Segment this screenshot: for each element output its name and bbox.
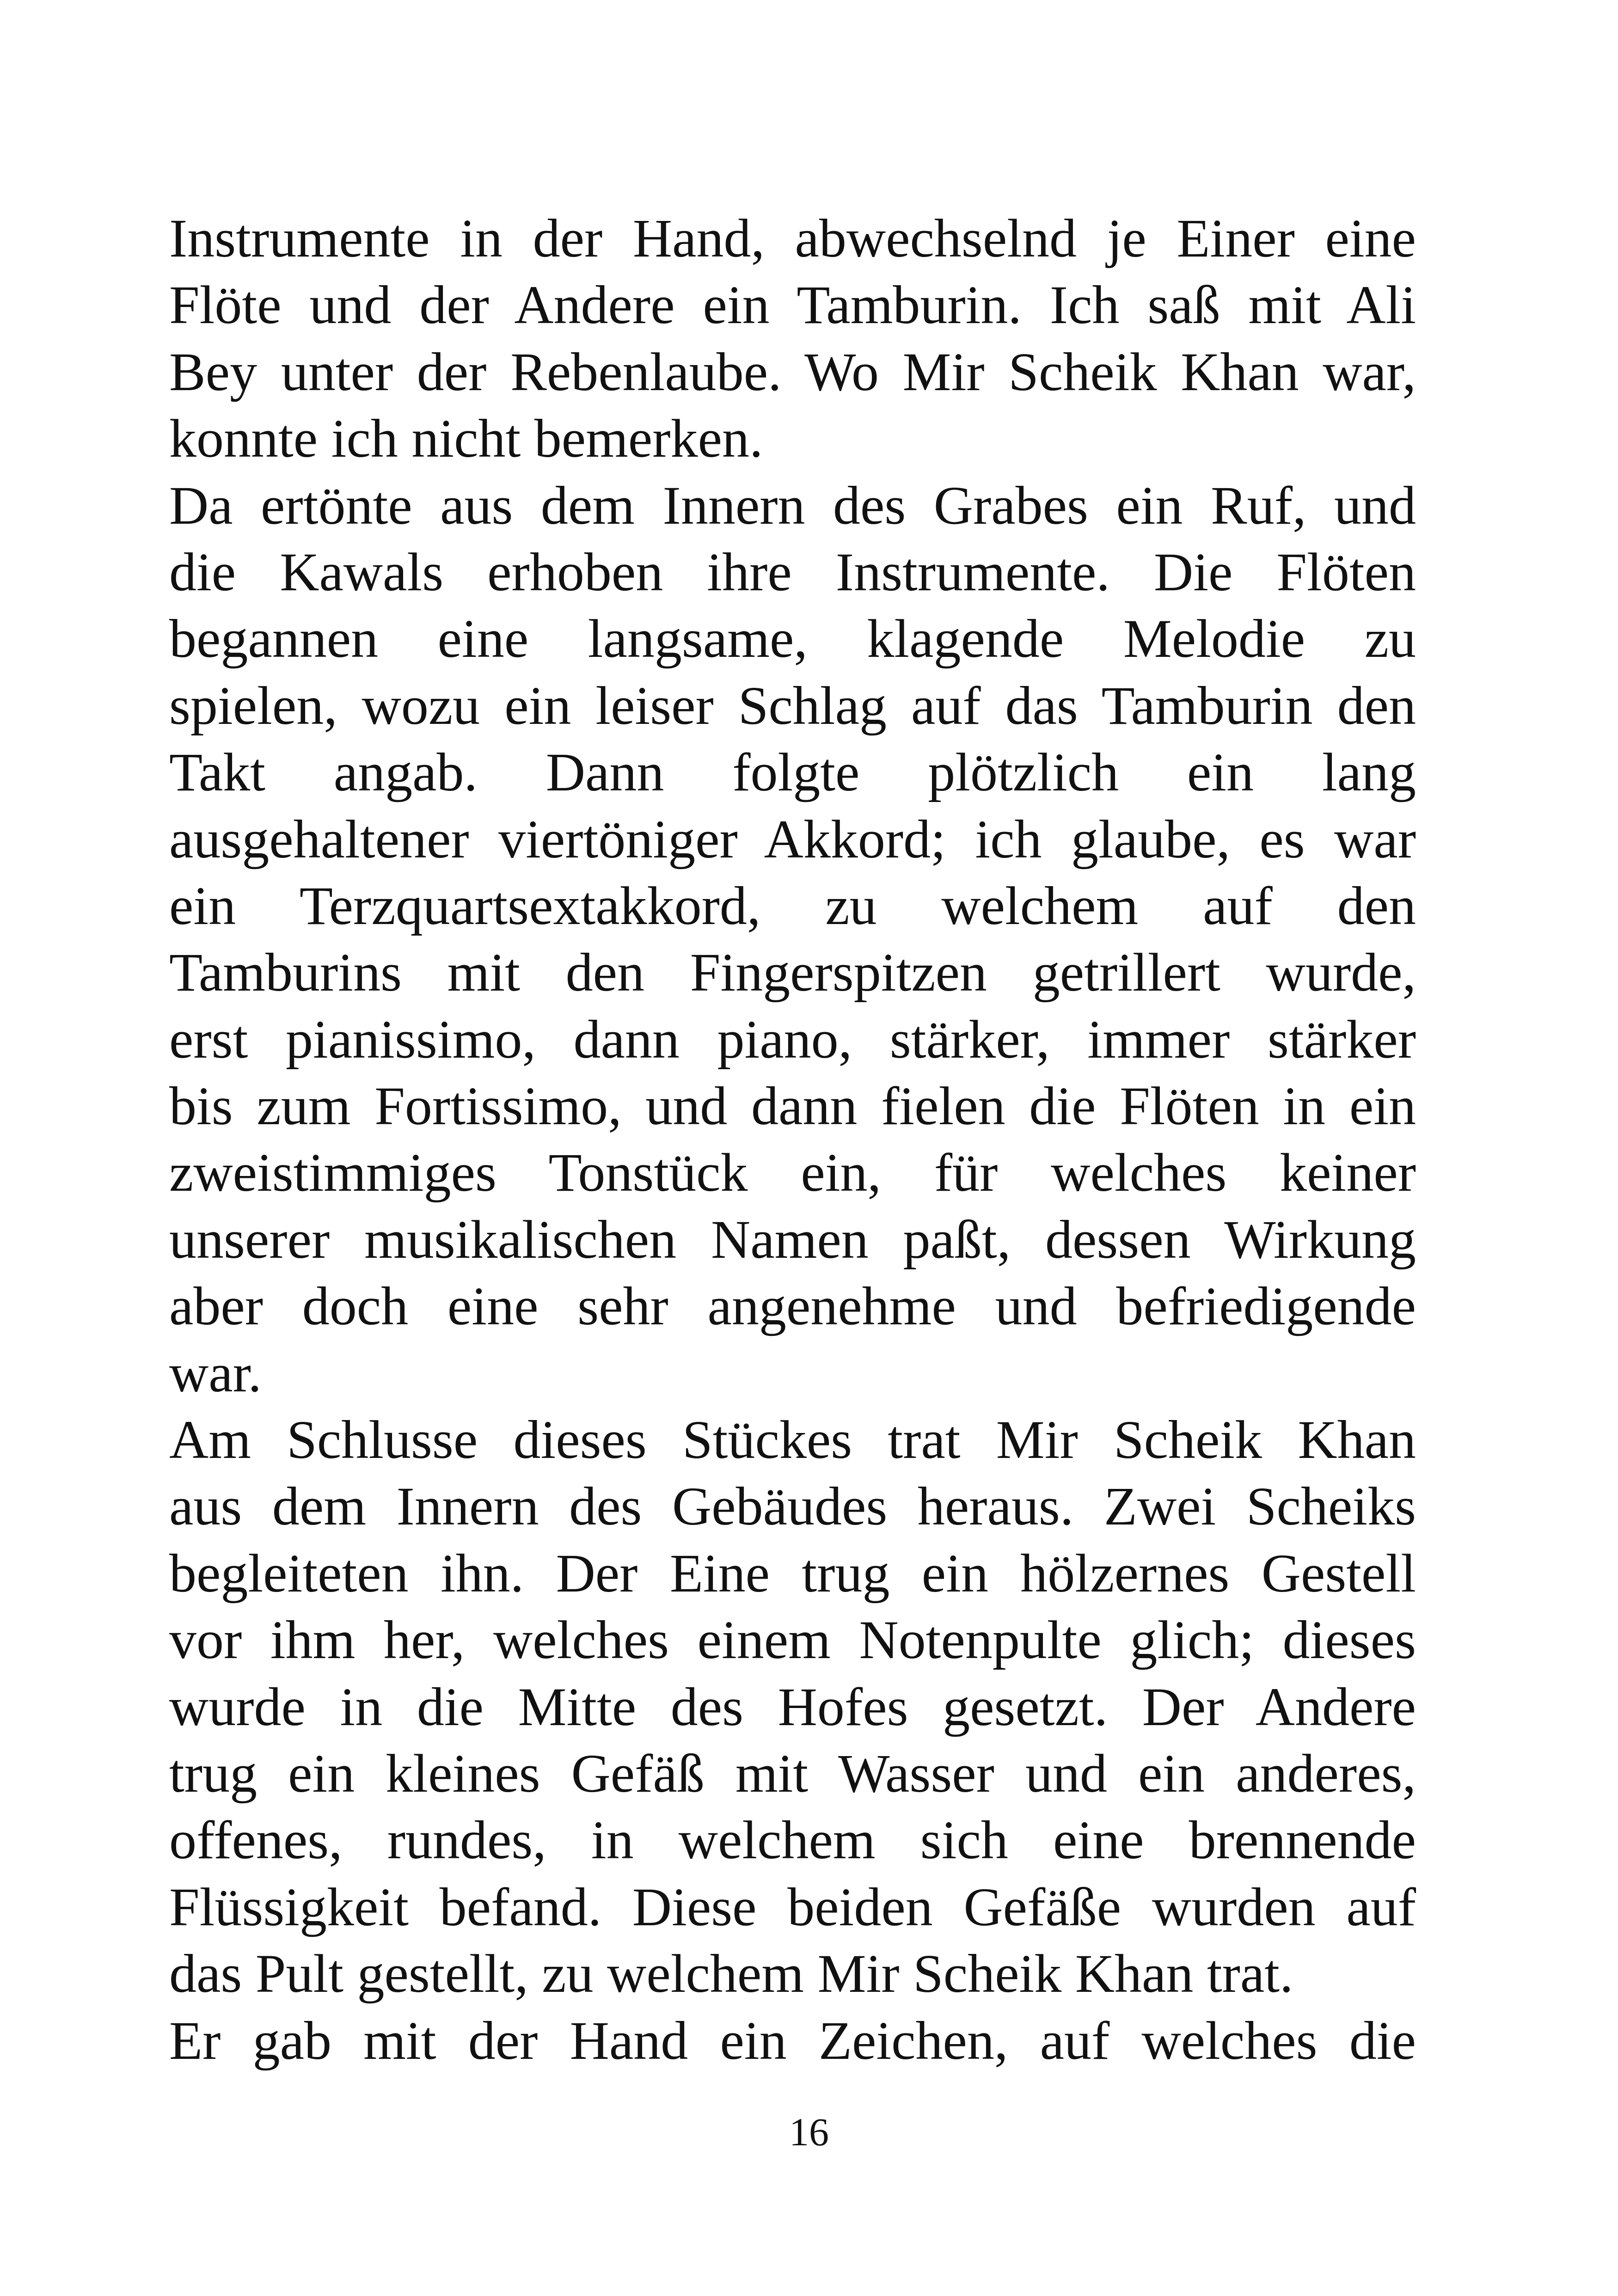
text-line: begannen eine langsame, klagende Melodie zu xyxy=(169,608,1416,669)
text-line: Flöte und der Andere ein Tamburin. Ich saß mit Ali xyxy=(169,275,1416,336)
text-line: Am Schlusse dieses Stückes trat Mir Scheik Khan xyxy=(169,1409,1416,1470)
text-line: offenes, rundes, in welchem sich eine brennende xyxy=(169,1810,1416,1871)
text-line: spielen, wozu ein leiser Schlag auf das Tamburin den xyxy=(169,675,1416,736)
text-line: Flüssigkeit befand. Diese beiden Gefäße wurden auf xyxy=(169,1876,1416,1937)
text-line: die Kawals erhoben ihre Instrumente. Die Flöten xyxy=(169,541,1416,602)
body-text xyxy=(169,205,1416,2074)
text-line: unserer musikalischen Namen paßt, dessen Wirkung xyxy=(169,1209,1416,1270)
text-line: konnte ich nicht bemerken. xyxy=(169,408,763,469)
text-line: Da ertönte aus dem Innern des Grabes ein Ruf, und xyxy=(169,475,1416,536)
text-line: bis zum Fortissimo, und dann fielen die Flöten in ein xyxy=(169,1076,1416,1137)
text-line: wurde in die Mitte des Hofes gesetzt. Der Andere xyxy=(169,1676,1416,1737)
text-line: Takt angab. Dann folgte plötzlich ein lang xyxy=(169,742,1416,803)
text-line: ein Terzquartsextakkord, zu welchem auf den xyxy=(169,875,1416,936)
text-line: ausgehaltener viertöniger Akkord; ich glaube, es war xyxy=(169,808,1416,869)
text-line: Bey unter der Rebenlaube. Wo Mir Scheik Khan war, xyxy=(169,341,1416,402)
text-line: aber doch eine sehr angenehme und befriedigende xyxy=(169,1276,1416,1337)
text-line: erst pianissimo, dann piano, stärker, immer stärker xyxy=(169,1009,1416,1070)
text-line: Instrumente in der Hand, abwechselnd je Einer eine xyxy=(169,208,1416,269)
text-line: begleiteten ihn. Der Eine trug ein hölzernes Gestell xyxy=(169,1543,1416,1604)
text-line: das Pult gestellt, zu welchem Mir Scheik Khan trat. xyxy=(169,1943,1293,2004)
text-line: Tamburins mit den Fingerspitzen getrillert wurde, xyxy=(169,942,1416,1003)
text-line: Er gab mit der Hand ein Zeichen, auf welches die xyxy=(169,2010,1416,2071)
text-line: vor ihm her, welches einem Notenpulte glich; dieses xyxy=(169,1610,1416,1671)
text-line: war. xyxy=(169,1342,262,1403)
page-number: 16 xyxy=(789,2110,829,2154)
text-line: zweistimmiges Tonstück ein, für welches keiner xyxy=(169,1142,1416,1203)
text-line: aus dem Innern des Gebäudes heraus. Zwei Scheiks xyxy=(169,1476,1416,1537)
text-line: trug ein kleines Gefäß mit Wasser und ein anderes, xyxy=(169,1743,1416,1804)
